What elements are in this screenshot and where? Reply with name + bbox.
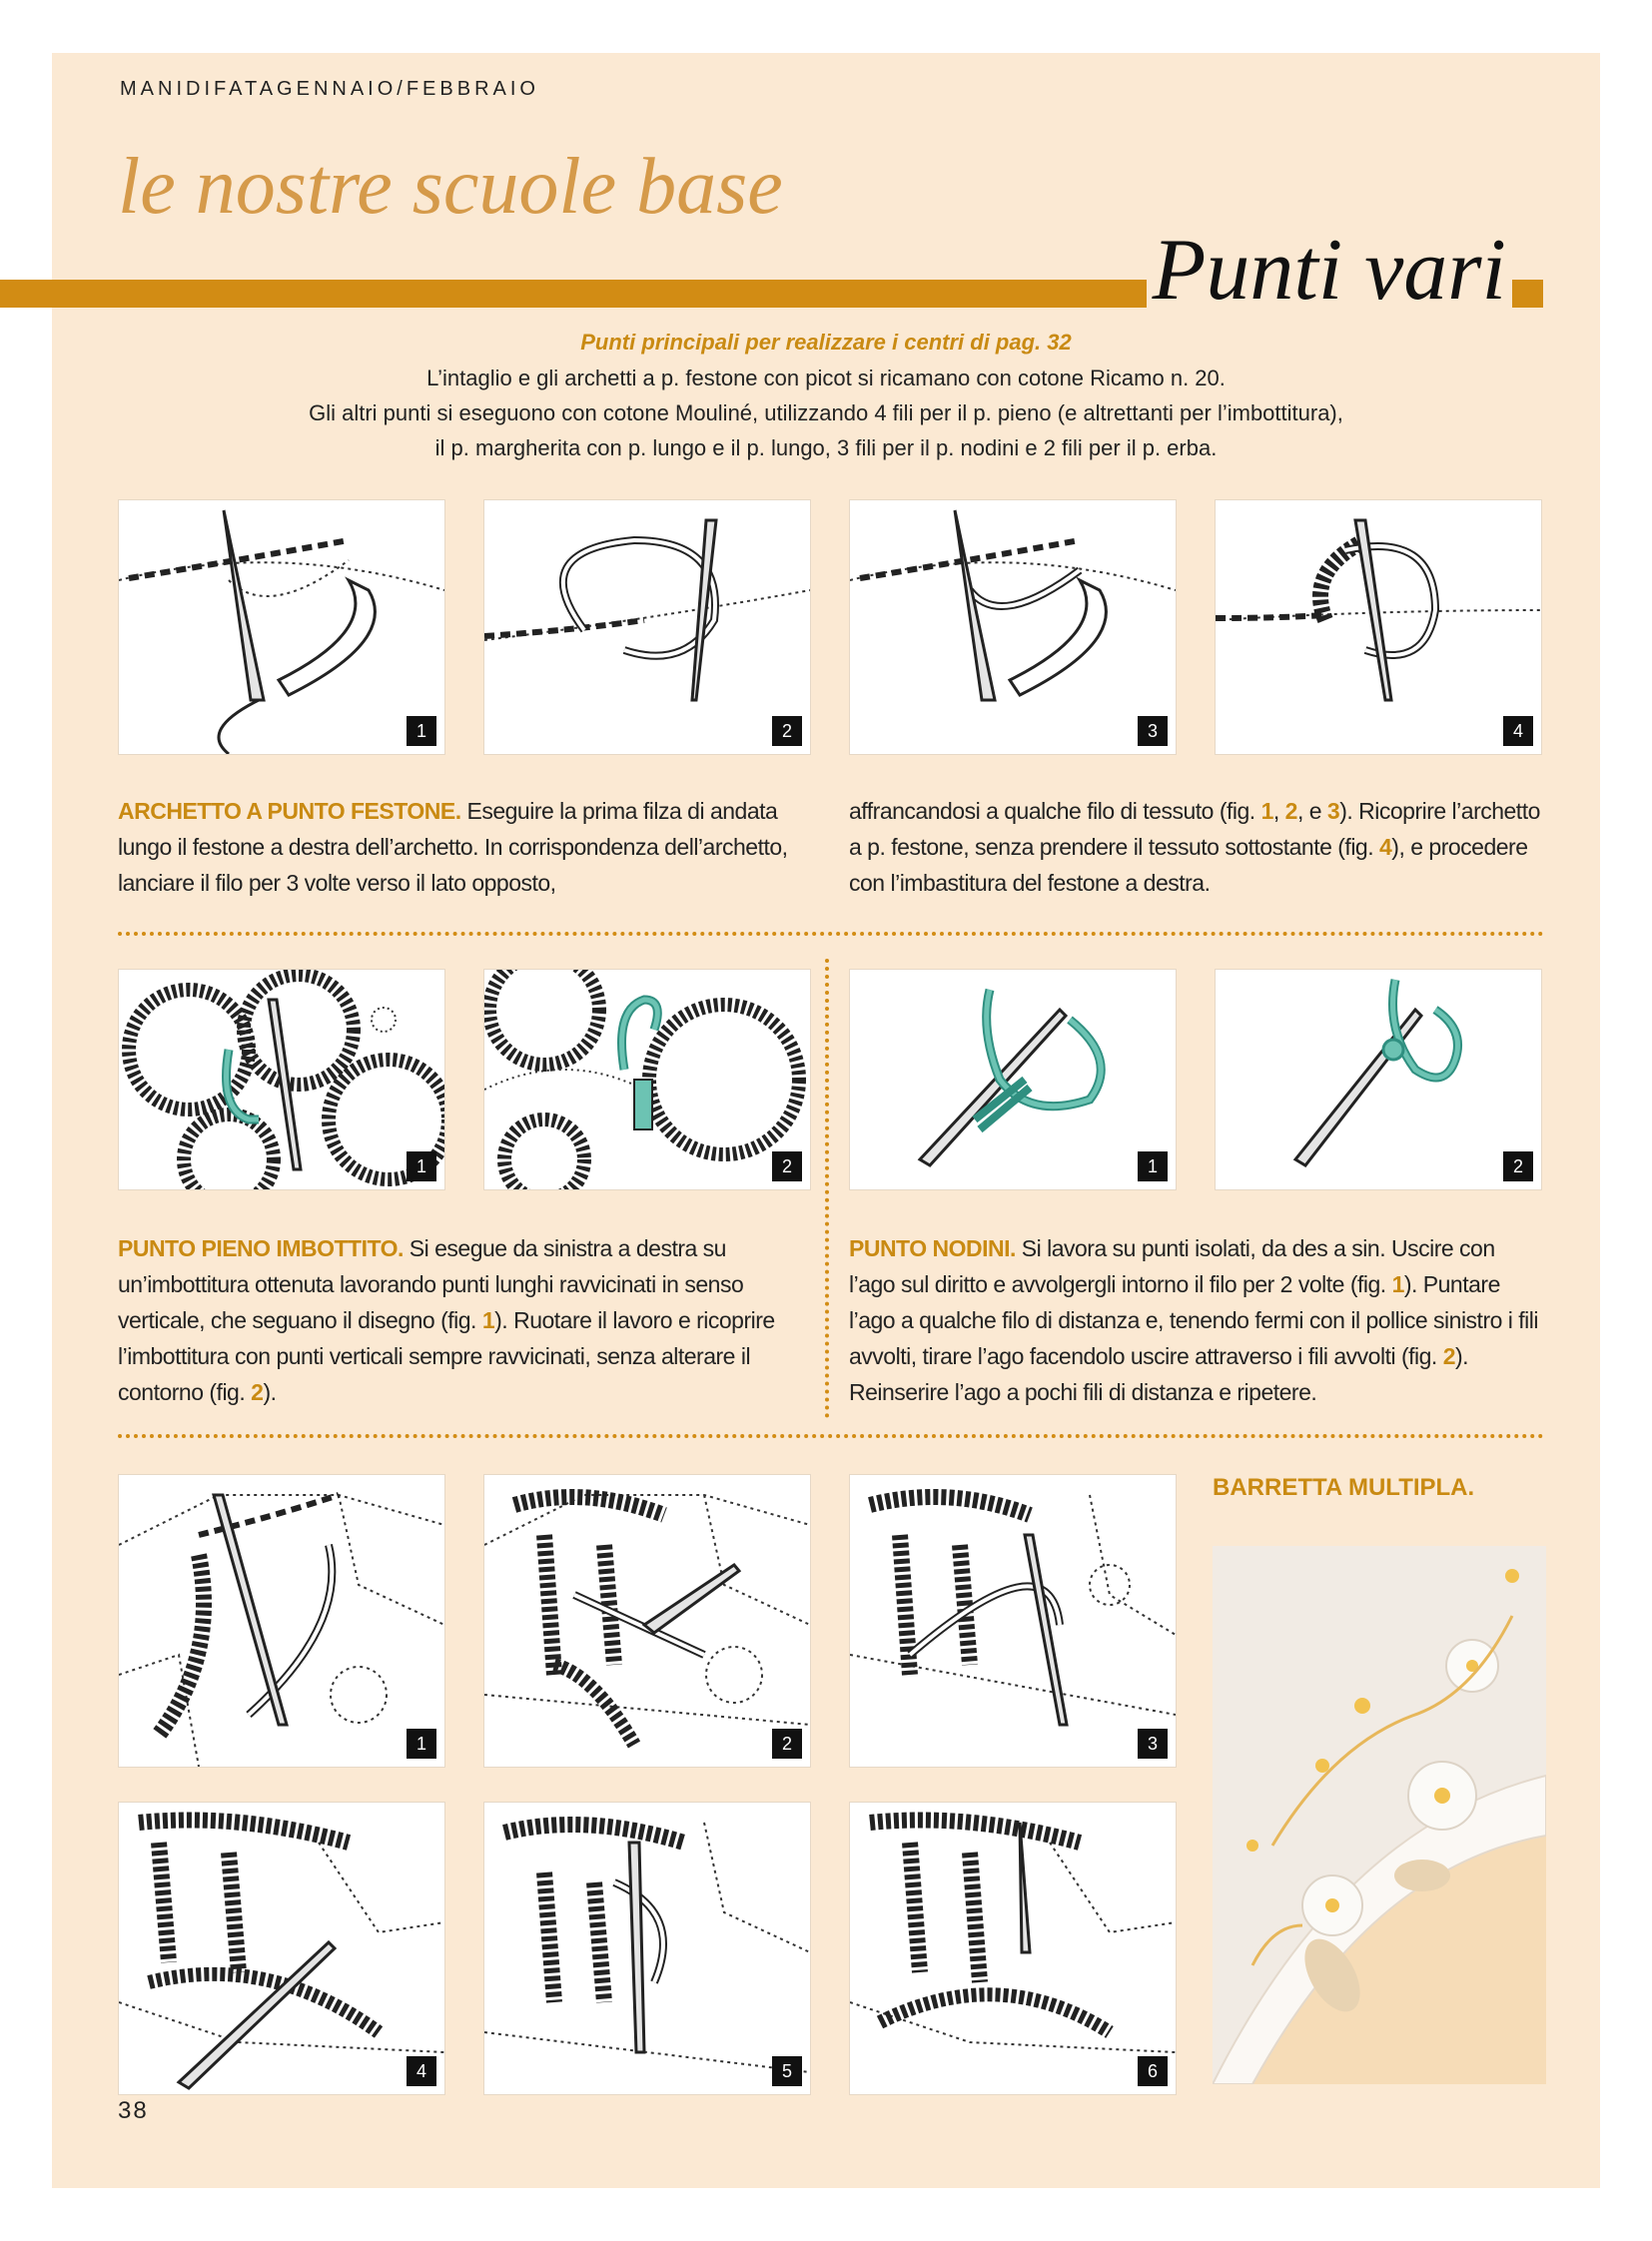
archetto-fig-1 (118, 499, 445, 755)
intro-line-2: Gli altri punti si eseguono con cotone Mouliné, utilizzando 4 fili per il p. pieno (e altrettanti per l’imbottitura), (309, 400, 1343, 425)
figure-number-badge: 6 (1138, 2056, 1168, 2086)
archetto-text: affrancandosi a qualche filo di tessuto (fig. (849, 798, 1261, 824)
barretta-fig-2 (483, 1474, 811, 1768)
needle-stitch-illustration (850, 500, 1176, 754)
intro-line-3: il p. margherita con p. lungo e il p. lungo, 3 fili per il p. nodini e 2 fili per il p. erba. (434, 435, 1218, 460)
pieno-fig-1 (118, 969, 445, 1190)
figure-number-badge: 1 (407, 1151, 436, 1181)
section-title: le nostre scuole base (118, 143, 783, 231)
figure-number-badge: 2 (772, 1729, 802, 1759)
bar-stitch-illustration (850, 1803, 1176, 2094)
fig-ref: 4 (1379, 834, 1392, 860)
intro-line-1: L’intaglio e gli archetti a p. festone con picot si ricamano con cotone Ricamo n. 20. (426, 366, 1226, 390)
embroidery-photo (1213, 1546, 1546, 2084)
archetto-text: Eseguire la prima filza di andata lungo il festone a destra dell’archetto. In corrispondenza dell’archetto, lanciare il filo per 3 volte verso il lato opposto, (118, 798, 788, 896)
barretta-title: BARRETTA MULTIPLA. (1213, 1474, 1475, 1501)
archetto-text: , (1272, 798, 1285, 824)
french-knot-illustration (1216, 970, 1541, 1189)
barretta-fig-3 (849, 1474, 1177, 1768)
pieno-text-part: Si esegue da sinistra a destra su un’imbottitura ottenuta lavorando punti lunghi ravvicinati in senso verticale, che seguano il disegno (fig. (118, 1235, 744, 1333)
pieno-fig-2 (483, 969, 811, 1190)
figure-number-badge: 2 (1503, 1151, 1533, 1181)
barretta-fig-6 (849, 1802, 1177, 2095)
pieno-text (118, 1230, 809, 1410)
bar-stitch-illustration (484, 1475, 810, 1767)
dotted-divider (118, 1434, 1544, 1438)
archetto-title: ARCHETTO A PUNTO FESTONE. (118, 798, 461, 824)
fig-ref: 2 (251, 1379, 264, 1405)
figure-number-badge: 1 (407, 1729, 436, 1759)
archetto-text: , e (1296, 798, 1327, 824)
archetto-fig-3 (849, 499, 1177, 755)
fig-ref: 2 (1284, 798, 1297, 824)
fig-ref: 1 (481, 1307, 495, 1333)
bar-stitch-illustration (850, 1475, 1176, 1767)
fig-ref: 1 (1260, 798, 1273, 824)
figure-number-badge: 3 (1138, 1729, 1168, 1759)
fig-ref: 3 (1326, 798, 1340, 824)
needle-stitch-illustration (484, 500, 810, 754)
dotted-divider (118, 932, 1544, 936)
fig-ref: 1 (1391, 1271, 1404, 1297)
cutwork-embroidery-image (1213, 1546, 1546, 2084)
padded-satin-illustration (484, 970, 810, 1189)
bar-stitch-illustration (484, 1803, 810, 2094)
figure-number-badge: 4 (407, 2056, 436, 2086)
figure-number-badge: 2 (772, 1151, 802, 1181)
archetto-text: ). Ricoprire l’archetto a p. festone, senza prendere il tessuto sottostante (fig. (849, 798, 1540, 860)
page-number: 38 (118, 2097, 149, 2124)
needle-stitch-illustration (1216, 500, 1541, 754)
figure-number-badge: 3 (1138, 716, 1168, 746)
nodini-text-part: ). Reinserire l’ago a pochi fili di distanza e ripetere. (849, 1343, 1469, 1405)
archetto-col1 (118, 793, 809, 901)
archetto-col2 (849, 793, 1544, 901)
figure-number-badge: 1 (407, 716, 436, 746)
pieno-text-part: ). (263, 1379, 277, 1405)
nodini-text (849, 1230, 1544, 1410)
nodini-text-part: Si lavora su punti isolati, da des a sin. Uscire con l’ago sul diritto e avvolgergli intorno il filo per 2 volte (fig. (849, 1235, 1495, 1297)
barretta-fig-4 (118, 1802, 445, 2095)
figure-number-badge: 2 (772, 716, 802, 746)
magazine-header: MANIDIFATAGENNAIO/FEBBRAIO (120, 78, 539, 100)
nodini-text-part: ). Puntare l’ago a qualche filo di distanza e, tenendo fermi con il pollice sinistro i fili avvolti, tirare l’ago facendolo uscire attraverso i fili avvolti (fig. (849, 1271, 1539, 1369)
bar-stitch-illustration (119, 1803, 444, 2094)
pieno-text-part: ). Ruotare il lavoro e ricoprire l’imbottitura con punti verticali sempre ravvicinati, senza alterare il contorno (fig. (118, 1307, 775, 1405)
nodini-title: PUNTO NODINI. (849, 1235, 1016, 1261)
archetto-text: ), e procedere con l’imbastitura del festone a destra. (849, 834, 1528, 896)
barretta-fig-1 (118, 1474, 445, 1768)
dotted-divider-vertical (825, 959, 829, 1418)
intro-heading: Punti principali per realizzare i centri di pag. 32 (580, 330, 1072, 355)
french-knot-illustration (850, 970, 1176, 1189)
nodini-fig-2 (1215, 969, 1542, 1190)
figure-number-badge: 1 (1138, 1151, 1168, 1181)
pieno-title: PUNTO PIENO IMBOTTITO. (118, 1235, 404, 1261)
barretta-fig-5 (483, 1802, 811, 2095)
archetto-fig-2 (483, 499, 811, 755)
needle-stitch-illustration (119, 500, 444, 754)
bar-stitch-illustration (119, 1475, 444, 1767)
padded-satin-illustration (119, 970, 444, 1189)
fig-ref: 2 (1442, 1343, 1456, 1369)
archetto-fig-4 (1215, 499, 1542, 755)
figure-number-badge: 5 (772, 2056, 802, 2086)
figure-number-badge: 4 (1503, 716, 1533, 746)
page-title: Punti vari (1147, 220, 1512, 321)
nodini-fig-1 (849, 969, 1177, 1190)
